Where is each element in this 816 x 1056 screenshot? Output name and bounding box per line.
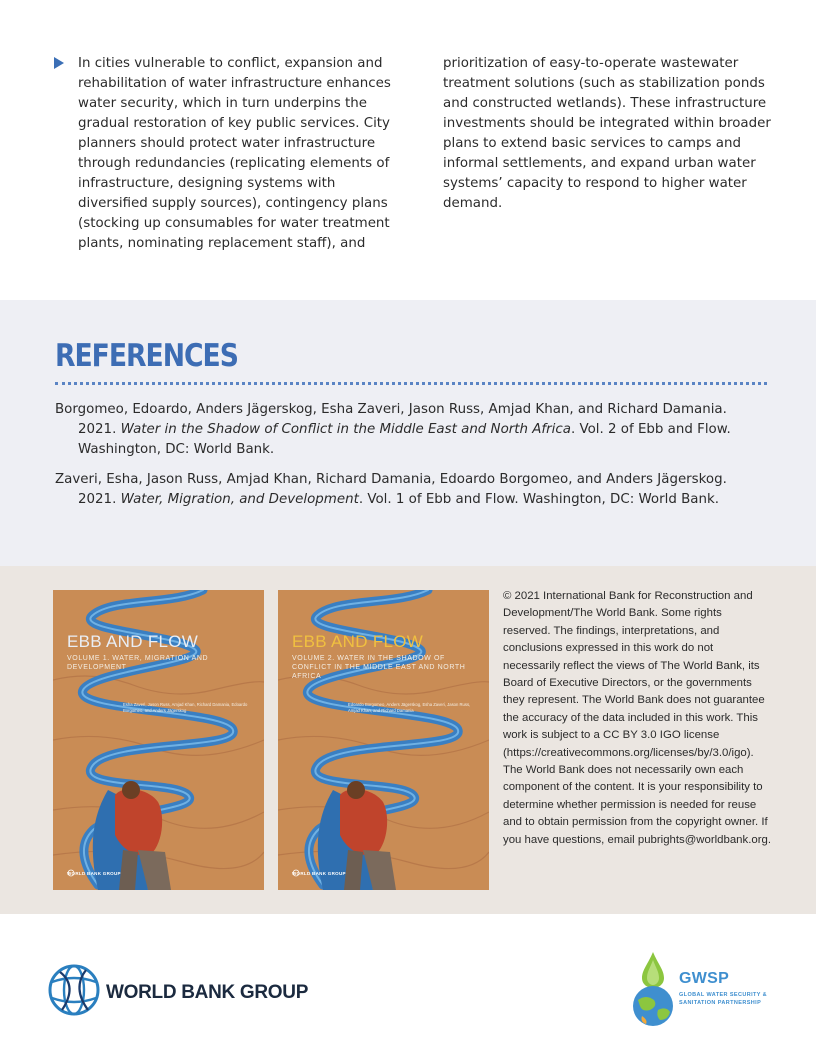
cover-title: EBB AND FLOW xyxy=(67,632,199,651)
cover-title: EBB AND FLOW xyxy=(292,632,424,651)
book-cover-volume-1[interactable] xyxy=(53,590,264,890)
reference-title: Water, Migration, and Development xyxy=(120,492,359,507)
reference-item xyxy=(55,470,767,510)
gwsp-name: GWSP xyxy=(679,970,730,987)
cover-publisher: WORLD BANK GROUP xyxy=(67,871,121,876)
reference-text: . Vol. 2 of Ebb and Flow. Washington, DC: World Bank. xyxy=(78,422,731,457)
copyright-notice: © 2021 International Bank for Reconstruction and Development/The World Bank. Some rights reserved. The findings, interpretations, and conclusions expressed in this work do not necessarily reflect the views of The World Bank, its Board of Executive Directors, or the governments they represent. The World Bank does not guarantee the accuracy of the data included in this work. This work is subject to a CC BY 3.0 IGO license (https://creativecommons.org/licenses/by/3.0/igo). The World Bank does not necessarily own each component of the content. It is your responsibility to determine whether permission is needed for reuse and to obtain permission from the copyright owner. If you have questions, email pubrights@worldbank.org. xyxy=(503,590,772,846)
dotted-divider xyxy=(55,382,767,385)
cover-publisher: WORLD BANK GROUP xyxy=(292,871,346,876)
publications-section xyxy=(0,566,816,914)
cover-authors: Edoardo Borgomeo, Anders Jägerskog, Esha Zaveri, Jason Russ, Amjad Khan, and Richard Damania xyxy=(348,702,471,713)
gwsp-subtitle: GLOBAL WATER SECURITY & SANITATION PARTNERSHIP xyxy=(679,992,768,1006)
references-section xyxy=(0,300,816,566)
world-bank-globe-icon xyxy=(48,964,100,1016)
body-paragraph-right: prioritization of easy-to-operate wastewater treatment solutions (such as stabilization ponds and constructed wetlands). These infrastructure investments should be integrated within broader plans to extend basic services to camps and informal settlements, and expand urban water systems’ capacity to respond to higher water demand. xyxy=(443,56,771,211)
gwsp-water-drop-icon xyxy=(628,950,678,1030)
references-heading: REFERENCES xyxy=(55,338,238,374)
cover-volume: VOLUME 2. WATER IN THE SHADOW OF CONFLICT IN THE MIDDLE EAST AND NORTH AFRICA xyxy=(292,655,466,680)
gwsp-logo[interactable] xyxy=(628,950,778,1036)
reference-text: Zaveri, Esha, Jason Russ, Amjad Khan, Richard Damania, Edoardo Borgomeo, and Anders Jägerskog. 2021. xyxy=(55,472,727,507)
cover-volume: VOLUME 1. WATER, MIGRATION AND DEVELOPMENT xyxy=(67,655,209,671)
bullet-arrow-icon xyxy=(54,57,64,69)
reference-text: . Vol. 1 of Ebb and Flow. Washington, DC: World Bank. xyxy=(358,492,719,507)
world-bank-group-name: WORLD BANK GROUP xyxy=(106,982,309,1003)
cover-authors: Esha Zaveri, Jason Russ, Amjad Khan, Richard Damania, Edoardo Borgomeo, and Anders Jägerskog xyxy=(123,702,248,713)
world-bank-group-logo[interactable] xyxy=(48,964,318,1020)
reference-item xyxy=(55,400,767,460)
reference-text: Borgomeo, Edoardo, Anders Jägerskog, Esha Zaveri, Jason Russ, Amjad Khan, and Richard Damania. 2021. xyxy=(55,402,727,437)
reference-title: Water in the Shadow of Conflict in the Middle East and North Africa xyxy=(120,422,571,437)
book-cover-volume-2[interactable] xyxy=(278,590,489,890)
body-text-section xyxy=(0,0,816,300)
body-paragraph-left: In cities vulnerable to conflict, expansion and rehabilitation of water infrastructure enhances water security, which in turn underpins the gradual restoration of key public services. City planners should protect water infrastructure through redundancies (replicating elements of infrastructure, designing systems with diversified supply sources), contingency plans (stocking up consumables for water treatment plants, nominating replacement staff), and xyxy=(78,56,391,251)
